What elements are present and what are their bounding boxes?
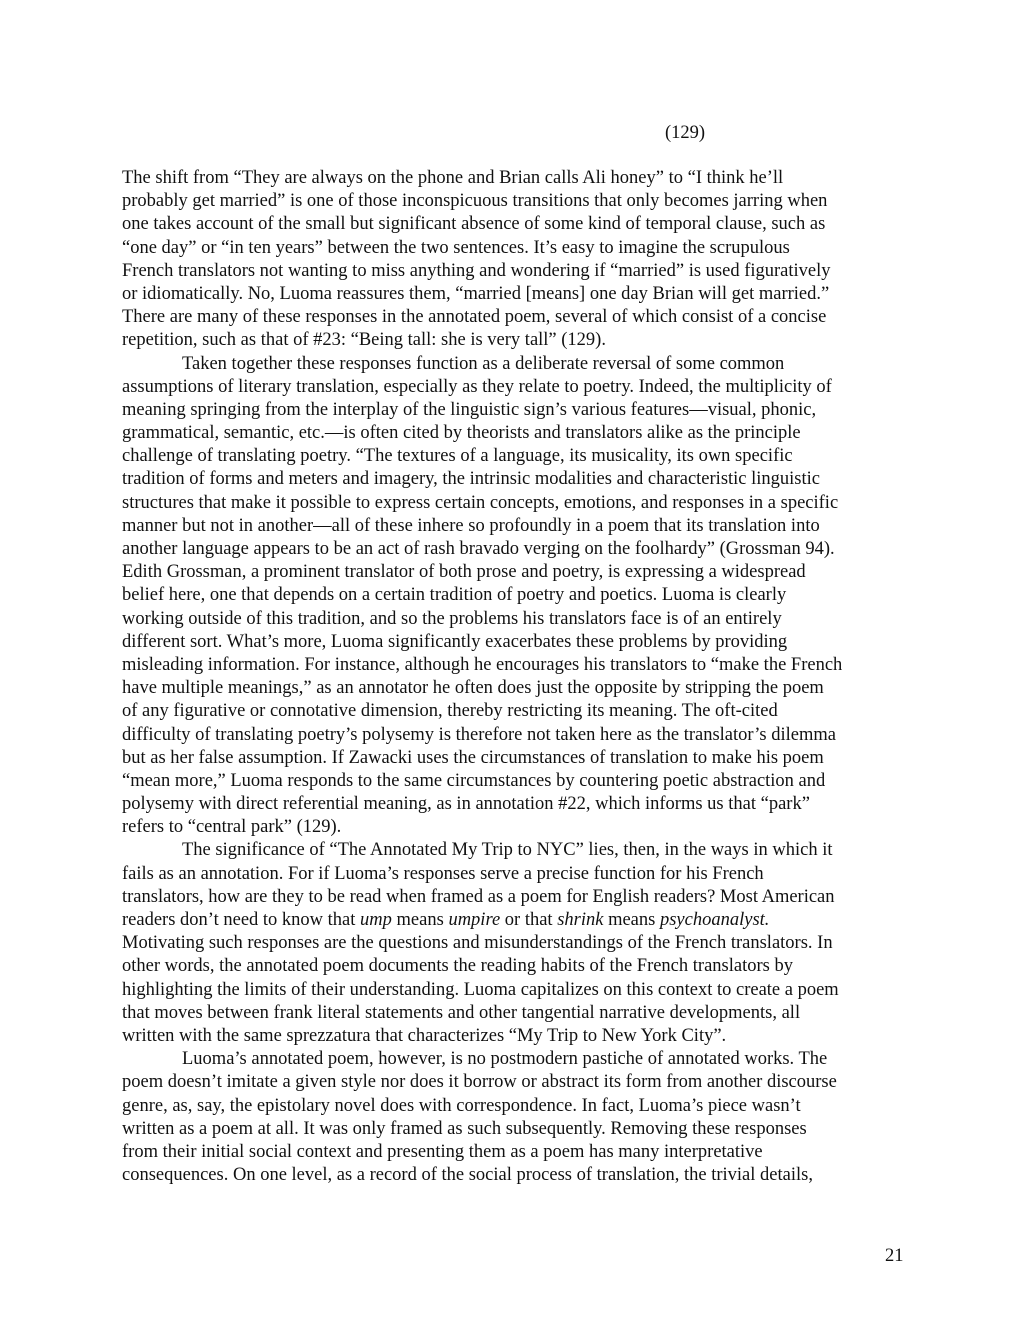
- text-line: written with the same sprezzatura that characterizes “My Trip to New York City”.: [122, 1025, 727, 1046]
- text-line: The significance of “The Annotated My Trip to NYC” lies, then, in the ways in which it: [182, 840, 833, 861]
- text-line: polysemy with direct referential meaning, as in annotation #22, which informs us that “park”: [122, 794, 810, 815]
- italic-term: umpire: [448, 910, 501, 930]
- text-segment: readers don’t need to know that: [122, 910, 361, 930]
- text-line: but as her false assumption. If Zawacki uses the circumstances of translation to make his poem: [122, 747, 824, 768]
- text-line: Edith Grossman, a prominent translator of both prose and poetry, is expressing a widespread: [122, 562, 806, 583]
- text-line: from their initial social context and presenting them as a poem has many interpretative: [122, 1141, 763, 1162]
- text-line: repetition, such as that of #23: “Being tall: she is very tall” (129).: [122, 330, 606, 351]
- text-line: tradition of forms and meters and imagery, the intrinsic modalities and characteristic linguistic: [122, 469, 820, 490]
- text-line: different sort. What’s more, Luoma significantly exacerbates these problems by providing: [122, 631, 788, 652]
- text-line: fails as an annotation. For if Luoma’s responses serve a precise function for his French: [122, 863, 764, 884]
- text-line: written as a poem at all. It was only framed as such subsequently. Removing these responses: [122, 1118, 807, 1139]
- text-segment: means: [391, 910, 449, 930]
- text-line: probably get married” is one of those inconspicuous transitions that only becomes jarring when: [122, 191, 828, 212]
- text-line: challenge of translating poetry. “The textures of a language, its musicality, its own specific: [122, 446, 793, 467]
- text-line: [122, 909, 909, 932]
- citation-reference: (129): [665, 123, 706, 143]
- text-line: highlighting the limits of their understanding. Luoma capitalizes on this context to create a poem: [122, 979, 839, 1000]
- text-line: or idiomatically. No, Luoma reassures them, “married [means] one day Brian will get married.”: [122, 283, 830, 304]
- text-line: belief here, one that depends on a certain tradition of poetry and poetics. Luoma is clearly: [122, 585, 787, 606]
- text-segment: means: [603, 910, 660, 930]
- text-line: French translators not wanting to miss anything and wondering if “married” is used figuratively: [122, 260, 831, 281]
- text-line: another language appears to be an act of rash bravado verging on the foolhardy” (Grossman 94).: [122, 539, 835, 559]
- text-line: The shift from “They are always on the phone and Brian calls Ali honey” to “I think he’ll: [122, 168, 784, 188]
- body-text: [122, 167, 909, 1187]
- italic-term: ump: [360, 910, 392, 930]
- text-line: genre, as, say, the epistolary novel does with correspondence. In fact, Luoma’s piece wasn’t: [122, 1095, 801, 1116]
- text-line: consequences. On one level, as a record of the social process of translation, the trivial details,: [122, 1165, 813, 1186]
- text-line: assumptions of literary translation, especially as they relate to poetry. Indeed, the multiplicity of: [122, 376, 832, 397]
- text-line: There are many of these responses in the annotated poem, several of which consist of a concise: [122, 307, 827, 328]
- text-line: poem doesn’t imitate a given style nor does it borrow or abstract its form from another discourse: [122, 1072, 837, 1093]
- text-line: that moves between frank literal statements and other tangential narrative developments, all: [122, 1002, 801, 1023]
- text-line: Motivating such responses are the questions and misunderstandings of the French translators. In: [122, 933, 833, 954]
- text-line: Taken together these responses function as a deliberate reversal of some common: [182, 353, 785, 374]
- text-line: translators, how are they to be read when framed as a poem for English readers? Most American: [122, 886, 835, 907]
- text-line: misleading information. For instance, although he encourages his translators to “make the French: [122, 654, 843, 675]
- text-segment: or that: [500, 910, 558, 930]
- text-line: difficulty of translating poetry’s polysemy is therefore not taken here as the translator’s dilemma: [122, 724, 836, 745]
- text-line: other words, the annotated poem documents the reading habits of the French translators by: [122, 956, 793, 977]
- text-line: “one day” or “in ten years” between the two sentences. It’s easy to imagine the scrupulous: [122, 237, 790, 258]
- text-line: structures that make it possible to express certain concepts, emotions, and responses in a specific: [122, 492, 839, 513]
- text-line: refers to “central park” (129).: [122, 817, 342, 838]
- text-line: Luoma’s annotated poem, however, is no postmodern pastiche of annotated works. The: [182, 1049, 828, 1070]
- page-number: 21: [885, 1246, 904, 1266]
- text-line: “mean more,” Luoma responds to the same circumstances by countering poetic abstraction and: [122, 770, 826, 791]
- text-line: manner but not in another—all of these inhere so profoundly in a poem that its translation into: [122, 515, 820, 536]
- text-line: have multiple meanings,” as an annotator he often does just the opposite by stripping the poem: [122, 678, 824, 699]
- text-line: meaning springing from the interplay of the linguistic sign’s various features—visual, phonic,: [122, 399, 817, 420]
- italic-term: psychoanalyst.: [659, 910, 770, 930]
- text-line: grammatical, semantic, etc.—is often cited by theorists and translators alike as the principle: [122, 423, 801, 444]
- text-line: working outside of this tradition, and so the problems his translators face is of an entirely: [122, 608, 782, 629]
- text-line: of any figurative or connotative dimension, thereby restricting its meaning. The oft-cited: [122, 701, 778, 722]
- text-line: one takes account of the small but significant absence of some kind of temporal clause, such as: [122, 214, 826, 235]
- italic-term: shrink: [557, 910, 604, 930]
